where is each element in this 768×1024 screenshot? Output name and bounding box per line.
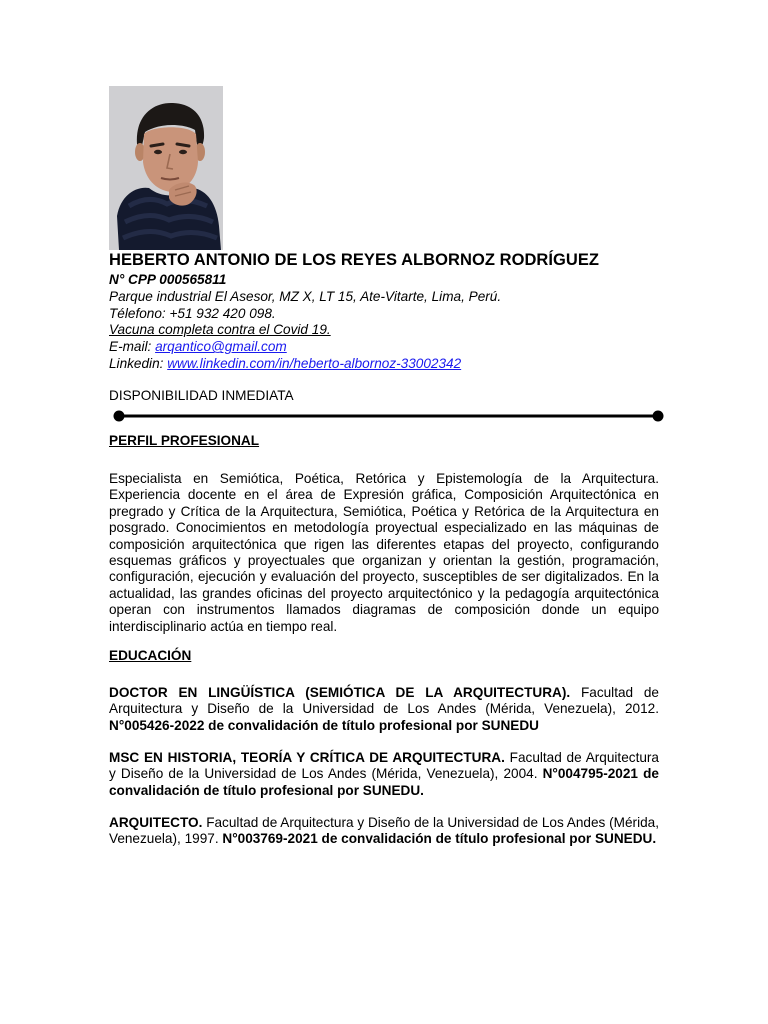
email-row [109, 339, 501, 356]
degree-validation: N°003769-2021 de convalidación de título profesional por SUNEDU. [222, 831, 657, 847]
email-link[interactable]: arqantico@gmail.com [155, 339, 287, 355]
portrait-illustration [109, 86, 223, 250]
degree-detail: Facultad de Arquitectura y Diseño de la Universidad de Los Andes (Mérida, Venezuela), 1997. [109, 815, 659, 847]
education-item [109, 685, 659, 734]
degree-title: MSC EN HISTORIA, TEORÍA Y CRÍTICA DE ARQUITECTURA. [109, 750, 505, 765]
section-divider [113, 408, 664, 424]
linkedin-row [109, 356, 501, 373]
degree-title: ARQUITECTO. [109, 815, 203, 830]
degree-validation: N°005426-2022 de convalidación de título profesional por SUNEDU [109, 717, 539, 733]
cpp-number: N° CPP 000565811 [109, 272, 227, 287]
contact-block [109, 272, 501, 373]
phone: Télefono: +51 932 420 098. [109, 305, 276, 321]
education-item [109, 815, 659, 848]
profile-photo [109, 86, 223, 250]
degree-detail: Facultad de Arquitectura y Diseño de la Universidad de Los Andes (Mérida, Venezuela), 2012. [109, 685, 659, 717]
degree-title: DOCTOR EN LINGÜÍSTICA (SEMIÓTICA DE LA ARQUITECTURA). [109, 685, 571, 700]
degree-detail: Facultad de Arquitectura y Diseño de la Universidad de Los Andes (Mérida, Venezuela), 2004. [109, 750, 659, 782]
profile-text: Especialista en Semiótica, Poética, Retórica y Epistemología de la Arquitectura. Experiencia docente en el área de Expresión gráfica, Composición Arquitectónica en pregrado y Crítica de la Arquitectura, Semiótica, Poética y Retórica de la Arquitectura en posgrado. Conocimientos en metodología proyectual especializado en las máquinas de composición arquitectónica que rigen las diferentes etapas del proyecto, configurando esquemas gráficos y proyectuales que organizan y orientan la gestión, programación, configuración, ejecución y evaluación del proyecto, susceptibles de ser digitalizados. En la actualidad, las grandes oficinas del proyecto arquitectónico y la pedagogía arquitectónica operan con instrumentos llamados diagramas de composición donde un equipo interdisciplinario actúa en tiempo real. [109, 471, 659, 634]
education-item [109, 750, 659, 799]
vaccine-status: Vacuna completa contra el Covid 19. [109, 322, 331, 338]
full-name: HEBERTO ANTONIO DE LOS REYES ALBORNOZ RODRÍGUEZ [109, 251, 600, 269]
education-heading: EDUCACIÓN [109, 648, 192, 663]
availability: DISPONIBILIDAD INMEDIATA [109, 388, 294, 403]
address: Parque industrial El Asesor, MZ X, LT 15, Ate-Vitarte, Lima, Perú. [109, 288, 502, 304]
linkedin-link[interactable]: www.linkedin.com/in/heberto-albornoz-33002342 [167, 355, 462, 371]
profile-heading: PERFIL PROFESIONAL [109, 433, 260, 448]
email-label: E-mail: [109, 339, 156, 355]
linkedin-label: Linkedin: [109, 355, 168, 371]
degree-validation: N°004795-2021 de convalidación de título profesional por SUNEDU. [109, 766, 659, 798]
